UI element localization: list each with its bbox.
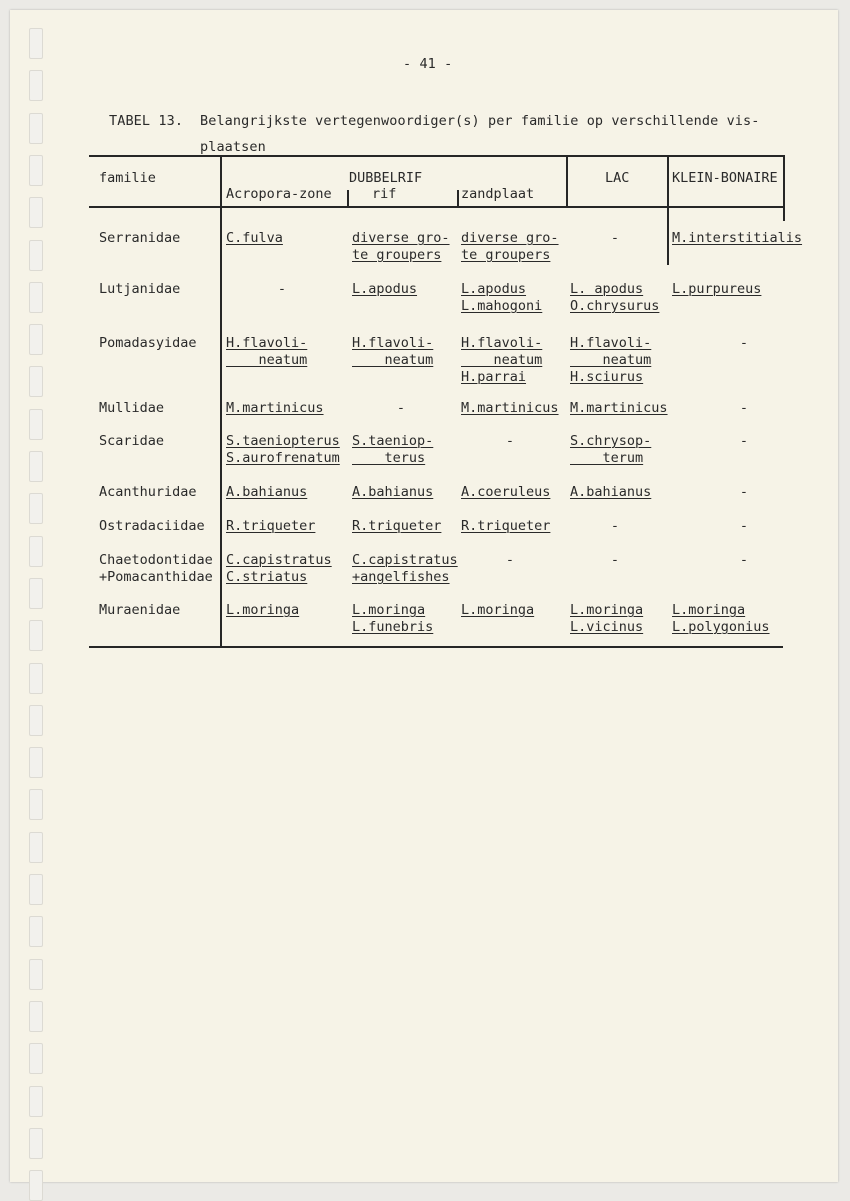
cell-lac: A.bahianus: [570, 484, 652, 500]
binder-hole: [29, 28, 43, 59]
cell-klein-bonaire: -: [739, 518, 749, 534]
cell-zandplaat: -: [505, 433, 515, 449]
cell-family: Lutjanidae: [99, 281, 181, 297]
cell-lac: M.martinicus: [570, 400, 668, 416]
cell-lac: S.chrysop- terum: [570, 433, 652, 466]
cell-rif: R.triqueter: [352, 518, 442, 534]
cell-acropora-zone: C.fulva: [226, 230, 283, 246]
cell-family: Ostradaciidae: [99, 518, 205, 534]
binder-hole: [29, 536, 43, 567]
cell-family: Mullidae: [99, 400, 165, 416]
binder-hole: [29, 916, 43, 947]
cell-acropora-zone: L.moringa: [226, 602, 300, 618]
page-number: - 41 -: [403, 56, 453, 72]
header-zandplaat: zandplaat: [461, 186, 535, 202]
cell-acropora-zone: M.martinicus: [226, 400, 324, 416]
table-header-rule: [89, 206, 783, 208]
binder-hole: [29, 1086, 43, 1117]
column-divider: [566, 155, 568, 207]
cell-klein-bonaire: -: [739, 433, 749, 449]
cell-acropora-zone: A.bahianus: [226, 484, 308, 500]
table-top-rule: [89, 155, 783, 157]
column-divider: [783, 155, 785, 221]
cell-family: Chaetodontidae +Pomacanthidae: [99, 552, 213, 585]
column-divider: [457, 190, 459, 208]
cell-acropora-zone: S.taeniopterus S.aurofrenatum: [226, 433, 340, 466]
binder-hole: [29, 155, 43, 186]
table-title-continued: plaatsen: [200, 139, 266, 155]
cell-lac: -: [610, 552, 620, 568]
header-rif: rif: [372, 186, 397, 202]
column-divider: [667, 155, 669, 265]
header-acropora-zone: Acropora-zone: [226, 186, 332, 202]
cell-klein-bonaire: -: [739, 335, 749, 351]
cell-lac: L.moringa L.vicinus: [570, 602, 644, 635]
binder-holes: [10, 28, 40, 1188]
cell-klein-bonaire: M.interstitialis: [672, 230, 803, 246]
header-dubbelrif: DUBBELRIF: [349, 170, 423, 186]
binder-hole: [29, 197, 43, 228]
binder-hole: [29, 366, 43, 397]
binder-hole: [29, 409, 43, 440]
binder-hole: [29, 240, 43, 271]
binder-hole: [29, 1001, 43, 1032]
cell-acropora-zone: -: [277, 281, 287, 297]
cell-lac: L. apodus O.chrysurus: [570, 281, 660, 314]
column-divider: [347, 190, 349, 208]
cell-family: Pomadasyidae: [99, 335, 197, 351]
table-title: Belangrijkste vertegenwoordiger(s) per familie op verschillende vis-: [200, 113, 760, 129]
cell-rif: L.moringa L.funebris: [352, 602, 434, 635]
cell-family: Acanthuridae: [99, 484, 197, 500]
cell-klein-bonaire: L.purpureus: [672, 281, 762, 297]
cell-acropora-zone: H.flavoli- neatum: [226, 335, 308, 368]
cell-family: Scaridae: [99, 433, 165, 449]
binder-hole: [29, 663, 43, 694]
cell-zandplaat: A.coeruleus: [461, 484, 551, 500]
cell-rif: diverse gro- te groupers: [352, 230, 450, 263]
cell-family: Serranidae: [99, 230, 181, 246]
header-klein-bonaire: KLEIN-BONAIRE: [672, 170, 778, 186]
binder-hole: [29, 451, 43, 482]
cell-zandplaat: -: [505, 552, 515, 568]
cell-zandplaat: R.triqueter: [461, 518, 551, 534]
binder-hole: [29, 747, 43, 778]
table-bottom-rule: [89, 646, 783, 648]
header-lac: LAC: [605, 170, 630, 186]
cell-klein-bonaire: -: [739, 552, 749, 568]
cell-rif: S.taeniop- terus: [352, 433, 434, 466]
cell-lac: H.flavoli- neatum H.sciurus: [570, 335, 652, 385]
cell-zandplaat: diverse gro- te groupers: [461, 230, 559, 263]
binder-hole: [29, 1170, 43, 1201]
binder-hole: [29, 832, 43, 863]
binder-hole: [29, 874, 43, 905]
cell-klein-bonaire: L.moringa L.polygonius: [672, 602, 770, 635]
cell-klein-bonaire: -: [739, 484, 749, 500]
binder-hole: [29, 493, 43, 524]
binder-hole: [29, 959, 43, 990]
cell-zandplaat: H.flavoli- neatum H.parrai: [461, 335, 543, 385]
cell-zandplaat: L.apodus L.mahogoni: [461, 281, 543, 314]
binder-hole: [29, 1128, 43, 1159]
column-divider: [220, 155, 222, 647]
cell-rif: C.capistratus +angelfishes: [352, 552, 458, 585]
cell-rif: A.bahianus: [352, 484, 434, 500]
cell-lac: -: [610, 230, 620, 246]
binder-hole: [29, 705, 43, 736]
binder-hole: [29, 282, 43, 313]
cell-acropora-zone: C.capistratus C.striatus: [226, 552, 332, 585]
document-page: [10, 10, 838, 1182]
binder-hole: [29, 789, 43, 820]
cell-family: Muraenidae: [99, 602, 181, 618]
cell-klein-bonaire: -: [739, 400, 749, 416]
binder-hole: [29, 324, 43, 355]
binder-hole: [29, 620, 43, 651]
cell-rif: L.apodus: [352, 281, 418, 297]
binder-hole: [29, 70, 43, 101]
cell-zandplaat: M.martinicus: [461, 400, 559, 416]
cell-lac: -: [610, 518, 620, 534]
cell-rif: -: [396, 400, 406, 416]
cell-rif: H.flavoli- neatum: [352, 335, 434, 368]
table-label: TABEL 13.: [109, 113, 184, 129]
header-familie: familie: [99, 170, 156, 186]
binder-hole: [29, 113, 43, 144]
cell-zandplaat: L.moringa: [461, 602, 535, 618]
binder-hole: [29, 578, 43, 609]
cell-acropora-zone: R.triqueter: [226, 518, 316, 534]
binder-hole: [29, 1043, 43, 1074]
